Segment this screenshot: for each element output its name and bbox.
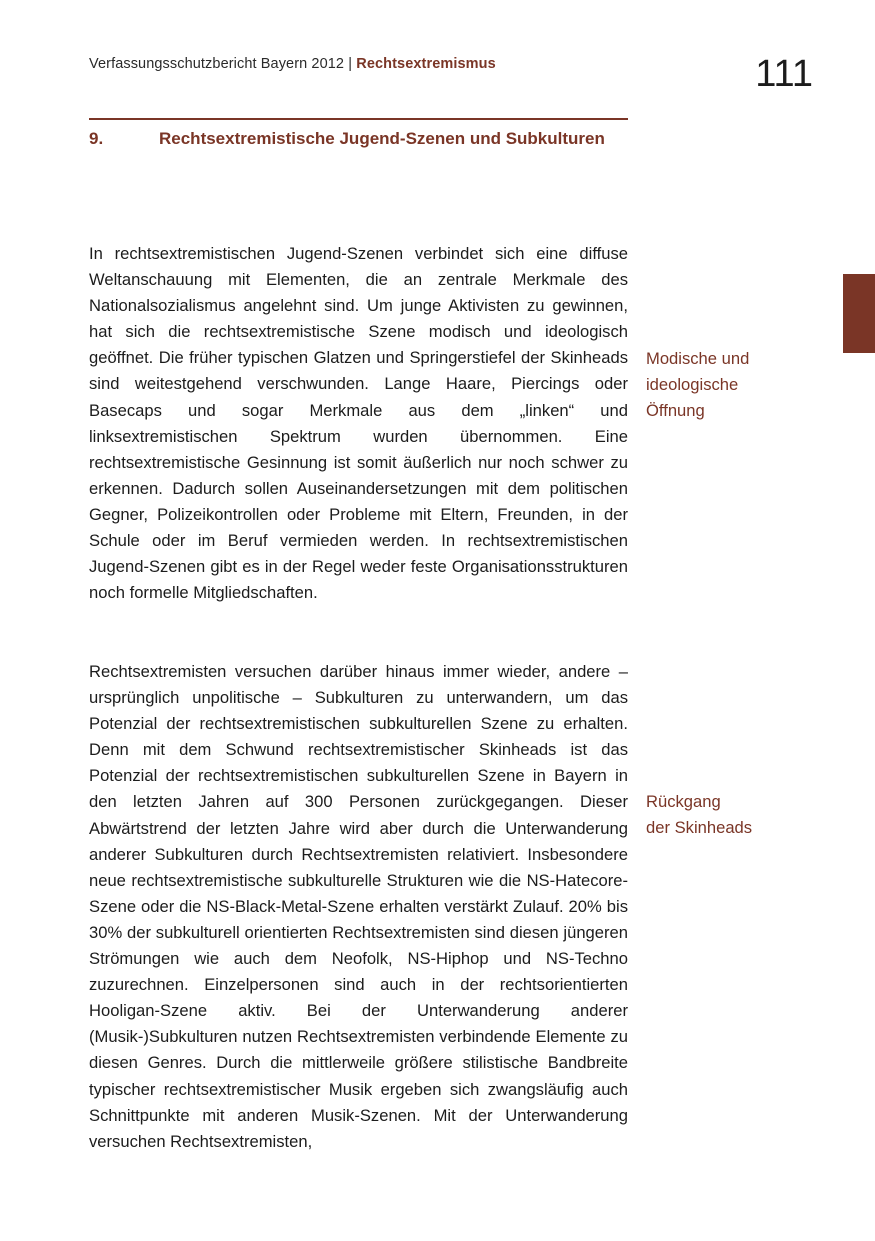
- marginal-note-line: Rückgang: [646, 792, 721, 811]
- marginal-note-line: ideologische: [646, 375, 739, 395]
- body-paragraph: In rechtsextremistischen Jugend-Szenen verbindet sich eine diffuse Weltanschauung mit Elementen, die an zentrale Merkmale des Nationalsozialismus angelehnt sind. Um junge Aktivisten zu gewinnen, hat sich die rechtsextremistische Szene modisch und ideologisch geöffnet. Die früher typischen Glatzen und Springerstiefel der Skinheads sind weitestgehend verschwunden. Lange Haare, Piercings oder Basecaps und sogar Merkmale aus dem „linken“ und linksextremistischen Spektrum wurden übernommen. Eine rechtsextremistische Gesinnung ist somit äußerlich nur noch schwer zu erkennen. Dadurch sollen Auseinandersetzungen mit dem politischen Gegner, Polizeikontrollen oder Probleme mit Eltern, Freunden, in der Schule oder im Beruf vermieden werden. In rechtsextremistischen Jugend-Szenen gibt es in der Regel weder feste Organisationsstrukturen noch formelle Mitgliedschaften.: [89, 244, 628, 603]
- marginal-note: [646, 789, 806, 841]
- marginal-note-line: Modische und: [646, 349, 750, 368]
- heading-rule: [89, 118, 628, 120]
- running-header: [89, 56, 496, 72]
- chapter-title: Rechtsextremistische Jugend-Szenen und Subkulturen: [159, 129, 605, 148]
- chapter-number: 9.: [89, 129, 104, 148]
- header-separator: |: [348, 56, 353, 72]
- chapter-thumb-tab: [843, 274, 875, 353]
- marginal-note: [646, 346, 806, 424]
- page-number: 111: [755, 53, 813, 95]
- section-name: Rechtsextremismus: [356, 56, 496, 72]
- marginal-note-line: Öffnung: [646, 401, 705, 421]
- publication-title: Verfassungsschutzbericht Bayern 2012: [89, 56, 345, 72]
- marginal-note-line: der Skinheads: [646, 818, 753, 838]
- body-paragraph: Rechtsextremisten versuchen darüber hinaus immer wieder, andere – ursprünglich unpolitische – Subkulturen zu unterwandern, um das Potenzial der rechtsextremistischen subkulturellen Szene zu erhalten. Denn mit dem Schwund rechtsextremistischer Skinheads ist das Potenzial der rechtsextremistischen subkulturellen Szene in Bayern in den letzten Jahren auf 300 Personen zurückgegangen. Dieser Abwärtstrend der letzten Jahre wird aber durch die Unterwanderung anderer Subkulturen durch Rechtsextremisten relativiert. Insbesondere neue rechtsextremistische subkulturelle Strukturen wie die NS-Hatecore-Szene oder die NS-Black-Metal-Szene erhalten verstärkt Zulauf. 20% bis 30% der subkulturell orientierten Rechtsextremisten sind diesen jüngeren Strömungen wie auch dem Neofolk, NS-Hiphop und NS-Techno zuzurechnen. Einzelpersonen sind auch in der rechtsorientierten Hooligan-Szene aktiv. Bei der Unterwanderung anderer (Musik-)Subkulturen nutzen Rechtsextremisten verbindende Elemente zu diesen Genres. Durch die mittlerweile größere stilistische Bandbreite typischer rechtsextremistischer Musik ergeben sich zwangsläufig auch Schnittpunkte mit anderen Musik-Szenen. Mit der Unterwanderung versuchen Rechtsextremisten,: [89, 662, 628, 1151]
